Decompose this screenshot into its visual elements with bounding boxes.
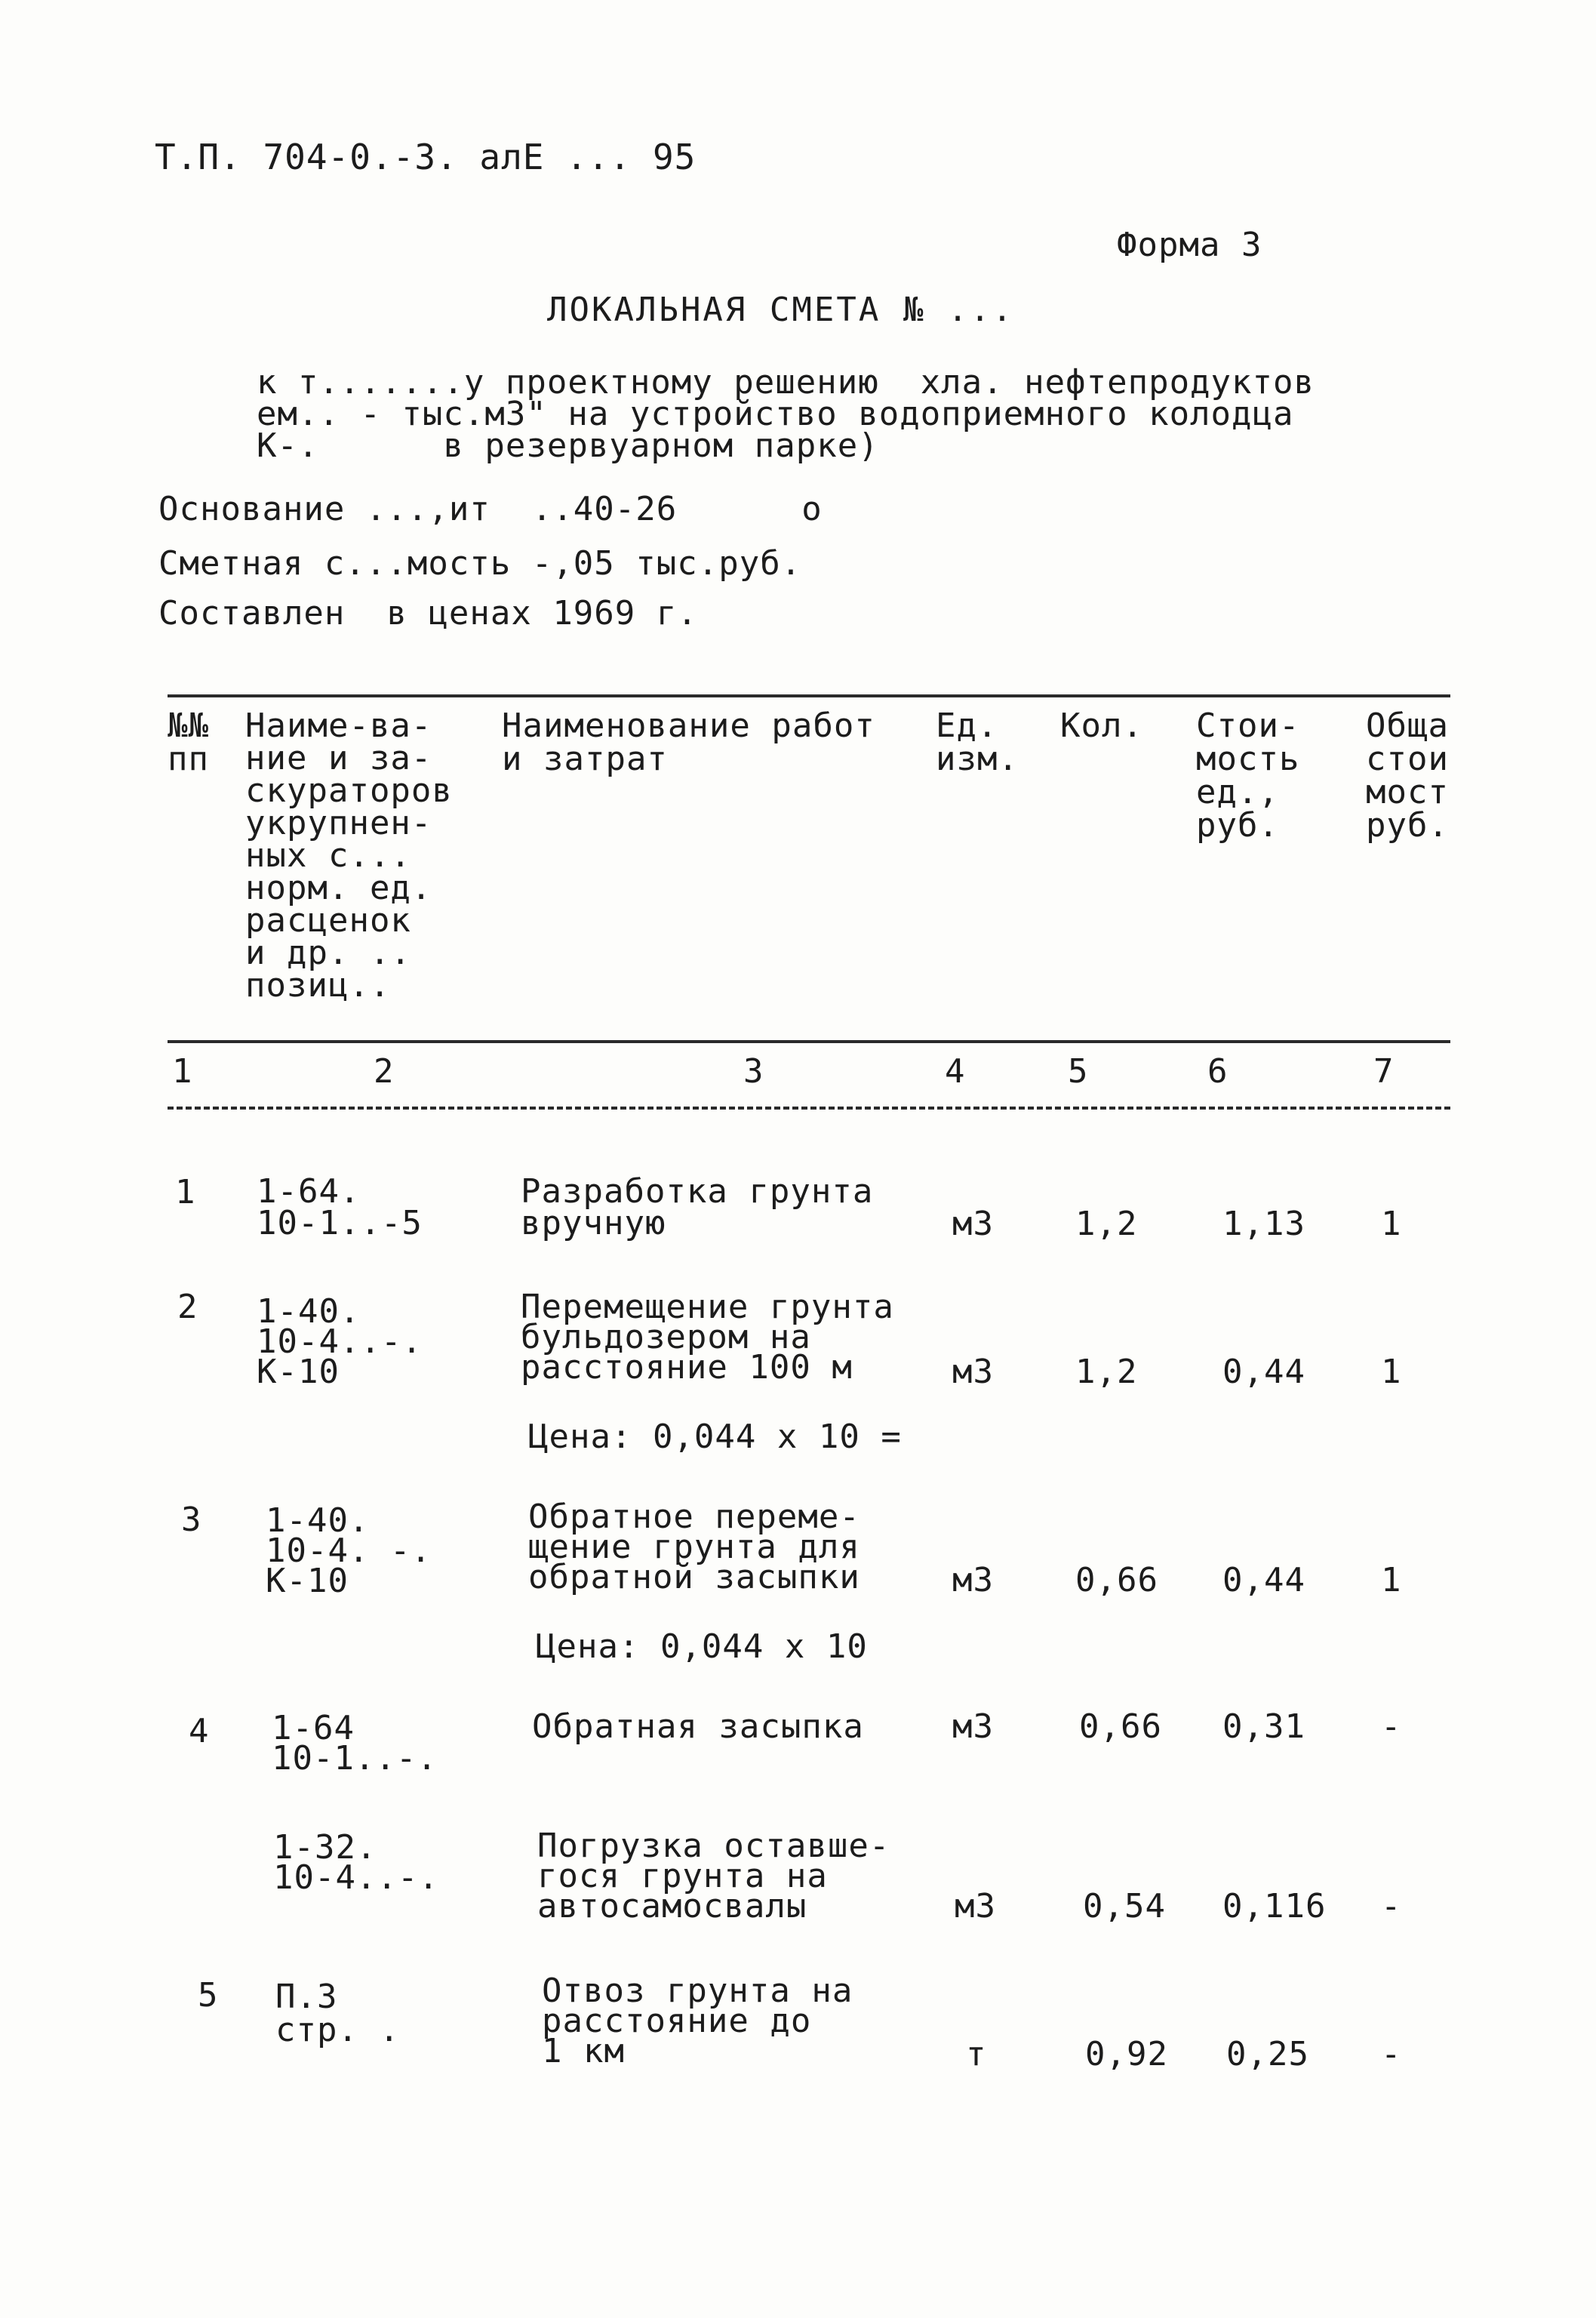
row-total: - xyxy=(1381,1887,1402,1926)
col-number-7: 7 xyxy=(1373,1052,1395,1091)
row-qty: 0,66 xyxy=(1079,1707,1162,1746)
row-code: 1-64 10-1..-. xyxy=(272,1709,438,1778)
estimated-cost-line: Сметная с...мость -,05 тыс.руб. xyxy=(158,544,802,583)
row-code: П.3 стр. . xyxy=(275,1978,400,2049)
row-price: 0,25 xyxy=(1226,2035,1309,2073)
header-col-number: №№ пп xyxy=(168,706,209,778)
col-numbers-bottom-rule xyxy=(168,1107,1450,1110)
row-total: - xyxy=(1381,2035,1402,2073)
col-number-6: 6 xyxy=(1207,1052,1229,1091)
row-unit: м3 xyxy=(952,1561,994,1599)
row-price: 0,44 xyxy=(1222,1561,1305,1599)
row-work: Погрузка оставше- гося грунта на автосамосвалы xyxy=(537,1827,890,1926)
row-total: 1 xyxy=(1381,1353,1402,1391)
header-col-work: Наименование работ и затрат xyxy=(502,706,875,778)
row-work: Обратное переме- щение грунта для обратной засыпки xyxy=(528,1498,860,1596)
row-price: 0,116 xyxy=(1222,1887,1327,1926)
row-price: 0,31 xyxy=(1222,1707,1305,1746)
row-code: 1-64. 10-1..-5 xyxy=(257,1172,423,1242)
row-work: Обратная засыпка xyxy=(532,1707,864,1746)
header-col-total: Обща стои мост руб. xyxy=(1366,706,1449,845)
row-unit: м3 xyxy=(952,1353,994,1391)
row-code: 1-32. 10-4..-. xyxy=(273,1828,439,1897)
row-qty: 1,2 xyxy=(1075,1205,1138,1243)
row-work: Разработка грунта вручную xyxy=(521,1172,874,1242)
row-number: 3 xyxy=(181,1501,202,1539)
row-total: 1 xyxy=(1381,1561,1402,1599)
row-number: 2 xyxy=(177,1288,198,1326)
row-code: 1-40. 10-4. -. К-10 xyxy=(266,1501,432,1600)
row-qty: 0,66 xyxy=(1075,1561,1158,1599)
row-work: Перемещение грунта бульдозером на расстояние 100 м xyxy=(521,1288,894,1387)
col-number-3: 3 xyxy=(743,1052,764,1091)
row-qty: 0,92 xyxy=(1085,2035,1168,2073)
document-code: Т.П. 704-0.-3. алЕ ... 95 xyxy=(155,137,697,177)
row-unit: м3 xyxy=(955,1887,996,1926)
prices-year-line: Составлен в ценах 1969 г. xyxy=(158,594,698,633)
table-top-rule xyxy=(168,694,1450,697)
header-col-unit: Ед. изм. xyxy=(936,706,1019,778)
col-number-1: 1 xyxy=(172,1052,193,1091)
subject-line-2: ем.. - тыс.м3" на устройство водоприемного колодца xyxy=(257,395,1294,433)
col-number-4: 4 xyxy=(945,1052,966,1091)
row-number: 4 xyxy=(189,1712,210,1750)
header-bottom-rule xyxy=(168,1040,1450,1043)
row-qty: 0,54 xyxy=(1083,1887,1166,1926)
row-price: 0,44 xyxy=(1222,1353,1305,1391)
subject-line-3: К-. в резервуарном парке) xyxy=(257,426,879,465)
row-number: 1 xyxy=(175,1173,196,1211)
form-label: Форма 3 xyxy=(1117,226,1262,264)
row-unit: м3 xyxy=(952,1707,994,1746)
row-price-note: Цена: 0,044 х 10 xyxy=(536,1627,868,1666)
row-code: 1-40. 10-4..-. К-10 xyxy=(257,1292,423,1391)
row-total: 1 xyxy=(1381,1205,1402,1243)
header-col-price: Стои- мость ед., руб. xyxy=(1196,706,1300,845)
row-number: 5 xyxy=(198,1976,219,2015)
row-qty: 1,2 xyxy=(1075,1353,1138,1391)
row-unit: т xyxy=(966,2035,987,2073)
document-title: ЛОКАЛЬНАЯ СМЕТА № ... xyxy=(547,291,1015,329)
row-work: Отвоз грунта на расстояние до 1 км xyxy=(542,1972,853,2070)
row-unit: м3 xyxy=(952,1205,994,1243)
subject-line-1: к т.......у проектному решению хла. нефтепродуктов xyxy=(257,363,1315,402)
header-col-code: Наиме-ва- ние и за- скураторов укрупнен- ных с... норм. ед. расценок и др. .. позиц.. xyxy=(245,706,453,1005)
header-col-qty: Кол. xyxy=(1060,706,1143,745)
col-number-5: 5 xyxy=(1068,1052,1089,1091)
basis-line: Основание ...,ит ..40-26 о xyxy=(158,490,823,528)
row-total: - xyxy=(1381,1707,1402,1746)
row-price: 1,13 xyxy=(1222,1205,1305,1243)
row-price-note: Цена: 0,044 х 10 = xyxy=(528,1418,902,1456)
col-number-2: 2 xyxy=(374,1052,395,1091)
